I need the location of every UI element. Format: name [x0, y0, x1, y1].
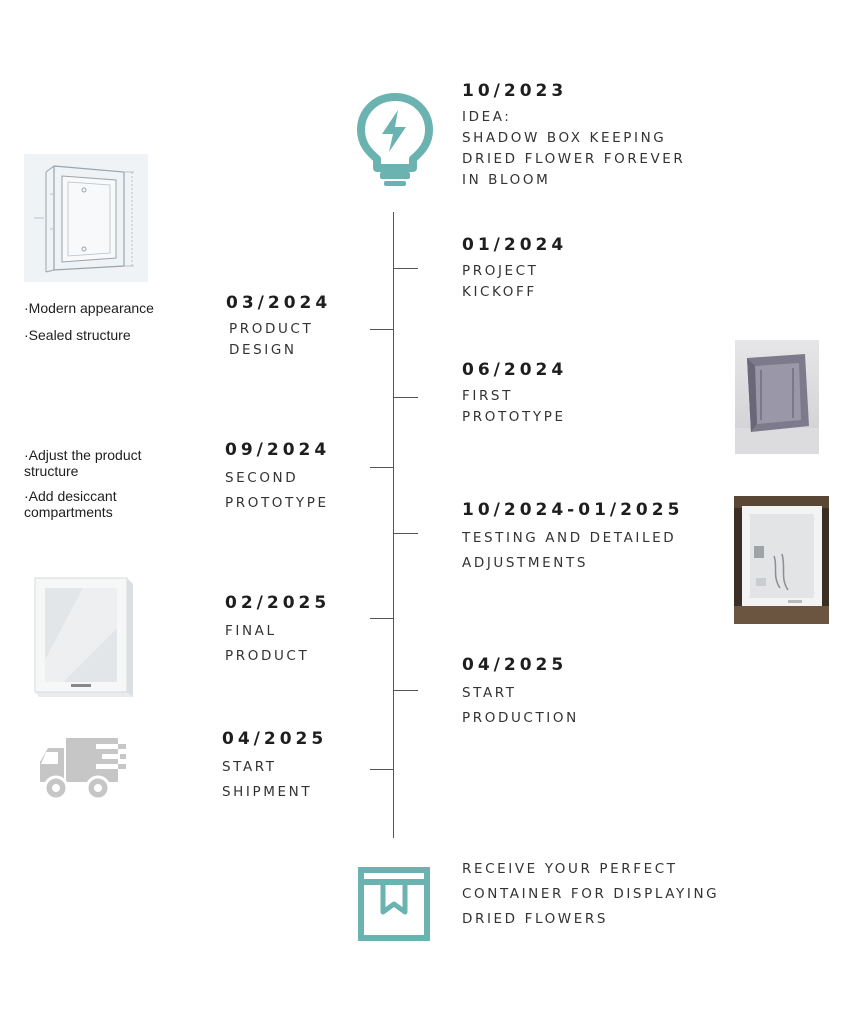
timeline-tick-design	[370, 329, 394, 330]
milestone-text: PRODUCTION	[462, 710, 579, 726]
delivery-truck-icon	[36, 736, 128, 802]
milestone-text: TESTING AND DETAILED	[462, 530, 677, 546]
milestone-date: 06/2024	[462, 360, 568, 380]
milestone-final-product	[225, 593, 330, 669]
milestone-text: KICKOFF	[462, 284, 537, 300]
milestone-testing	[462, 500, 683, 576]
receive-text: DRIED FLOWERS	[462, 911, 609, 927]
milestone-text: START	[222, 759, 277, 775]
milestone-first-prototype	[462, 360, 567, 428]
timeline-axis	[393, 212, 394, 838]
milestone-kickoff	[462, 235, 567, 303]
note-item: ·Adjust the product structure	[24, 447, 142, 479]
note-item: ·Sealed structure	[24, 327, 131, 343]
milestone-text: PROTOTYPE	[462, 409, 566, 425]
milestone-production	[462, 655, 579, 731]
milestone-date: 03/2024	[226, 293, 332, 313]
milestone-date: 04/2025	[222, 729, 328, 749]
milestone-text: START	[462, 685, 517, 701]
milestone-text: DRIED FLOWER FOREVER	[462, 151, 686, 167]
note-item: ·Modern appearance	[24, 300, 154, 316]
milestone-date: 10/2023	[462, 81, 568, 101]
timeline-tick-kickoff	[394, 268, 418, 269]
milestone-second-prototype	[225, 440, 330, 516]
milestone-text: FIRST	[462, 388, 513, 404]
milestone-text: SECOND	[225, 470, 299, 486]
receive-message	[462, 857, 719, 932]
timeline-tick-proto1	[394, 397, 418, 398]
milestone-date: 01/2024	[462, 235, 568, 255]
milestone-text: PRODUCT	[225, 648, 310, 664]
milestone-date: 09/2024	[225, 440, 331, 460]
final-product-image	[33, 576, 134, 697]
receive-text: RECEIVE YOUR PERFECT	[462, 861, 678, 877]
milestone-date: 10/2024-01/2025	[462, 500, 684, 520]
milestone-text: SHADOW BOX KEEPING	[462, 130, 667, 146]
first-prototype-photo	[735, 340, 819, 454]
milestone-text: ADJUSTMENTS	[462, 555, 589, 571]
timeline-tick-production	[394, 690, 418, 691]
milestone-date: 02/2025	[225, 593, 331, 613]
timeline-tick-proto2	[370, 467, 394, 468]
milestone-idea	[462, 81, 685, 191]
prototype-notes	[24, 447, 174, 520]
design-notes	[24, 300, 204, 343]
lightbulb-bolt-icon	[356, 92, 434, 190]
milestone-date: 04/2025	[462, 655, 568, 675]
timeline-tick-final	[370, 618, 394, 619]
timeline-tick-shipment	[370, 769, 394, 770]
milestone-text: FINAL	[225, 623, 277, 639]
design-drawing-image	[24, 154, 148, 282]
receive-text: CONTAINER FOR DISPLAYING	[462, 886, 720, 902]
package-box-icon	[357, 866, 431, 942]
note-item: ·Add desiccant compartments	[24, 488, 117, 520]
milestone-text: SHIPMENT	[222, 784, 313, 800]
milestone-text: PROJECT	[462, 263, 539, 279]
milestone-text: DESIGN	[229, 342, 297, 358]
milestone-product-design	[226, 293, 331, 361]
testing-photo	[734, 496, 829, 624]
milestone-text: PROTOTYPE	[225, 495, 329, 511]
milestone-text: IN BLOOM	[462, 172, 551, 188]
milestone-text: PRODUCT	[229, 321, 314, 337]
milestone-shipment	[222, 729, 327, 805]
timeline-tick-testing	[394, 533, 418, 534]
milestone-label: IDEA:	[462, 109, 512, 125]
